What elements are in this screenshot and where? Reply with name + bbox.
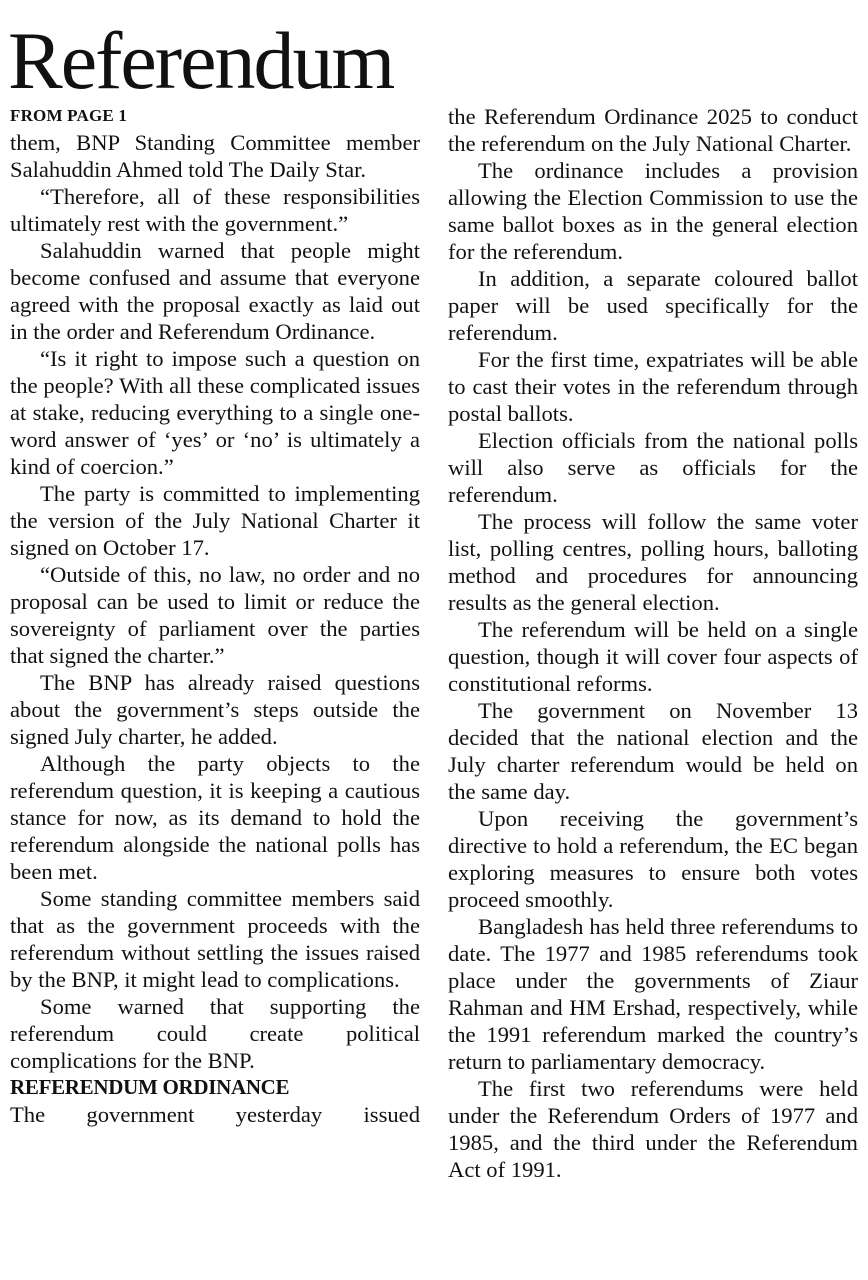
paragraph: In addition, a separate coloured ballot paper will be used specifically for the referendum. xyxy=(448,266,858,345)
paragraph: Salahuddin warned that people might become confused and assume that everyone agreed with the proposal exactly as laid out in the order and Referendum Ordinance. xyxy=(10,238,420,344)
paragraph-continued: The government yesterday issued xyxy=(10,1102,420,1127)
paragraph: Although the party objects to the referendum question, it is keeping a cautious stance for now, as its demand to hold the referendum alongside the national polls has been met. xyxy=(10,751,420,884)
paragraph: Election officials from the national polls will also serve as officials for the referendum. xyxy=(448,428,858,507)
paragraph: The BNP has already raised questions about the government’s steps outside the signed July charter, he added. xyxy=(10,670,420,749)
paragraph: them, BNP Standing Committee member Salahuddin Ahmed told The Daily Star. xyxy=(10,130,420,182)
paragraph: The government on November 13 decided that the national election and the July charter referendum would be held on the same day. xyxy=(448,698,858,804)
subhead: REFERENDUM ORDINANCE xyxy=(10,1075,290,1099)
paragraph: For the first time, expatriates will be able to cast their votes in the referendum through postal ballots. xyxy=(448,347,858,426)
paragraph: The ordinance includes a provision allowing the Election Commission to use the same ballot boxes as in the general election for the referendum. xyxy=(448,158,858,264)
paragraph: Some warned that supporting the referendum could create political complications for the BNP. xyxy=(10,994,420,1073)
paragraph: “Is it right to impose such a question on the people? With all these complicated issues at stake, reducing everything to a single one-word answer of ‘yes’ or ‘no’ is ultimately a kind of coercion.” xyxy=(10,346,420,479)
jump-kicker: FROM PAGE 1 xyxy=(10,106,128,125)
paragraph: Some standing committee members said that as the government proceeds with the referendum without settling the issues raised by the BNP, it might lead to complications. xyxy=(10,886,420,992)
headline: Referendum xyxy=(8,15,394,106)
paragraph: “Outside of this, no law, no order and no proposal can be used to limit or reduce the sovereignty of parliament over the parties that signed the charter.” xyxy=(10,562,420,668)
right-column xyxy=(448,103,858,1183)
paragraph: The process will follow the same voter list, polling centres, polling hours, balloting method and procedures for announcing results as the general election. xyxy=(448,509,858,615)
paragraph: Bangladesh has held three referendums to date. The 1977 and 1985 referendums took place under the governments of Ziaur Rahman and HM Ershad, respectively, while the 1991 referendum marked the country’s return to parliamentary democracy. xyxy=(448,914,858,1074)
left-column xyxy=(10,103,420,1128)
paragraph: the Referendum Ordinance 2025 to conduct the referendum on the July National Charter. xyxy=(448,104,858,156)
paragraph: “Therefore, all of these responsibilities ultimately rest with the government.” xyxy=(10,184,420,236)
paragraph: The first two referendums were held under the Referendum Orders of 1977 and 1985, and the third under the Referendum Act of 1991. xyxy=(448,1076,858,1182)
paragraph: The referendum will be held on a single question, though it will cover four aspects of constitutional reforms. xyxy=(448,617,858,696)
paragraph: The party is committed to implementing the version of the July National Charter it signed on October 17. xyxy=(10,481,420,560)
paragraph: Upon receiving the government’s directive to hold a referendum, the EC began exploring measures to ensure both votes proceed smoothly. xyxy=(448,806,858,912)
